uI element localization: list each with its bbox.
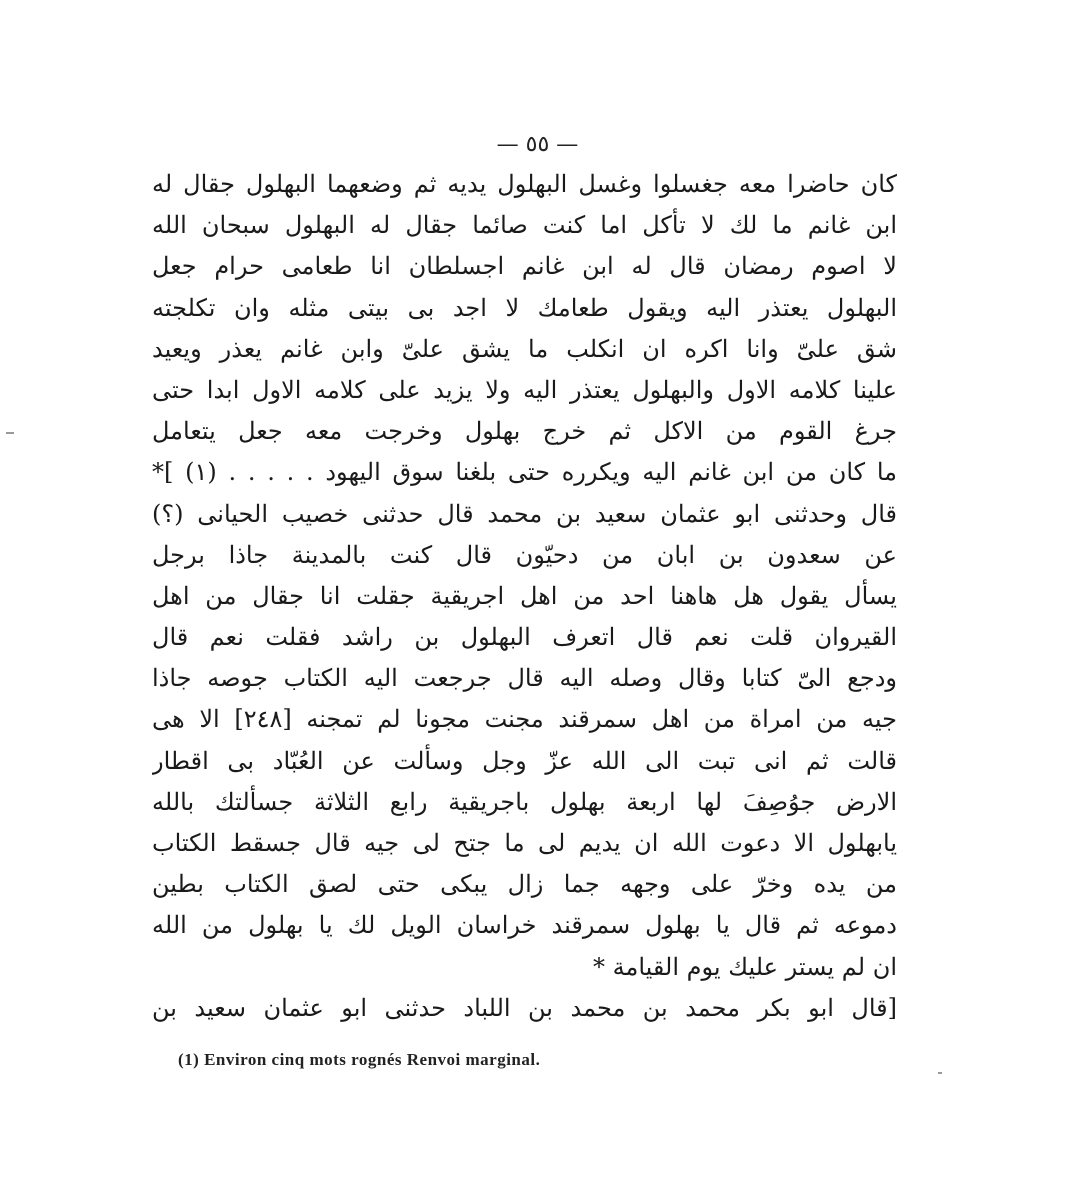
text-line: يسأل يقول هل هاهنا احد من اهل اجريقية جقلت انا جقال من اهل — [152, 581, 897, 610]
text-line: شق علىّ وانا اكره ان انكلب ما يشق علىّ وابن غانم يعذر ويعيد — [152, 334, 897, 363]
footnote: (1) Environ cinq mots rognés Renvoi marginal. — [178, 1050, 541, 1069]
text-line: جرغ القوم من الاكل ثم خرج بهلول وخرجت معه جعل يتعامل — [152, 417, 897, 446]
text-line: ودجع الىّ كتابا وقال وصله اليه قال جرجعت اليه الكتاب جوصه جاذا — [152, 664, 897, 693]
text-line: من يده وخرّ على وجهه جما زال يبكى حتى لصق الكتاب بطين — [152, 870, 897, 899]
text-line: ما كان من ابن غانم اليه ويكرره حتى بلغنا سوق اليهود . . . . . (١) ]* — [152, 458, 897, 487]
arabic-text-body — [152, 164, 897, 1029]
text-line: لا اصوم رمضان قال له ابن غانم اجسلطان انا طعامى حرام جعل — [152, 252, 897, 281]
text-line: جيه من امراة من اهل سمرقند مجنت مجونا لم تمجنه [٢٤٨] الا هى — [152, 705, 897, 734]
text-line: عن سعدون بن ابان من دحيّون قال كنت بالمدينة جاذا برجل — [152, 540, 897, 569]
text-line: الارض جوُصِفَ لها اربعة بهلول باجريقية رابع الثلاثة جسألتك بالله — [152, 787, 897, 816]
text-line: علينا كلامه الاول والبهلول يعتذر اليه ولا يزيد على كلامه الاول ابدا حتى — [152, 375, 897, 404]
text-line: ان لم يستر عليك يوم القيامة * — [593, 952, 897, 981]
margin-mark — [938, 1072, 942, 1074]
text-line: يابهلول الا دعوت الله ان يديم لى ما جتح لى جيه قال جسقط الكتاب — [152, 829, 897, 857]
text-line: دموعه ثم قال يا بهلول سمرقند خراسان الويل لك يا بهلول من الله — [152, 911, 897, 940]
text-line: قالت ثم انى تبت الى الله عزّ وجل وسألت عن العُبّاد بى اقطار — [152, 746, 897, 775]
text-line: القيروان قلت نعم قال اتعرف البهلول بن راشد فقلت نعم قال — [152, 623, 897, 652]
page-number: — ٥٥ — — [496, 132, 579, 157]
text-line: كان حاضرا معه جغسلوا وغسل البهلول يديه ثم وضعهما البهلول جقال له — [152, 170, 897, 198]
text-line: قال وحدثنى ابو عثمان سعيد بن محمد قال حدثنى خصيب الحيانى (؟) — [152, 499, 897, 528]
text-line: [قال ابو بكر محمد بن محمد بن اللباد حدثنى ابو عثمان سعيد بن — [152, 993, 897, 1022]
text-line: البهلول يعتذر اليه ويقول طعامك لا اجد بى بيتى مثله وان تكلجته — [152, 293, 897, 322]
text-line: ابن غانم ما لك لا تأكل اما كنت صائما جقال له البهلول سبحان الله — [152, 211, 897, 240]
margin-mark — [6, 432, 14, 434]
